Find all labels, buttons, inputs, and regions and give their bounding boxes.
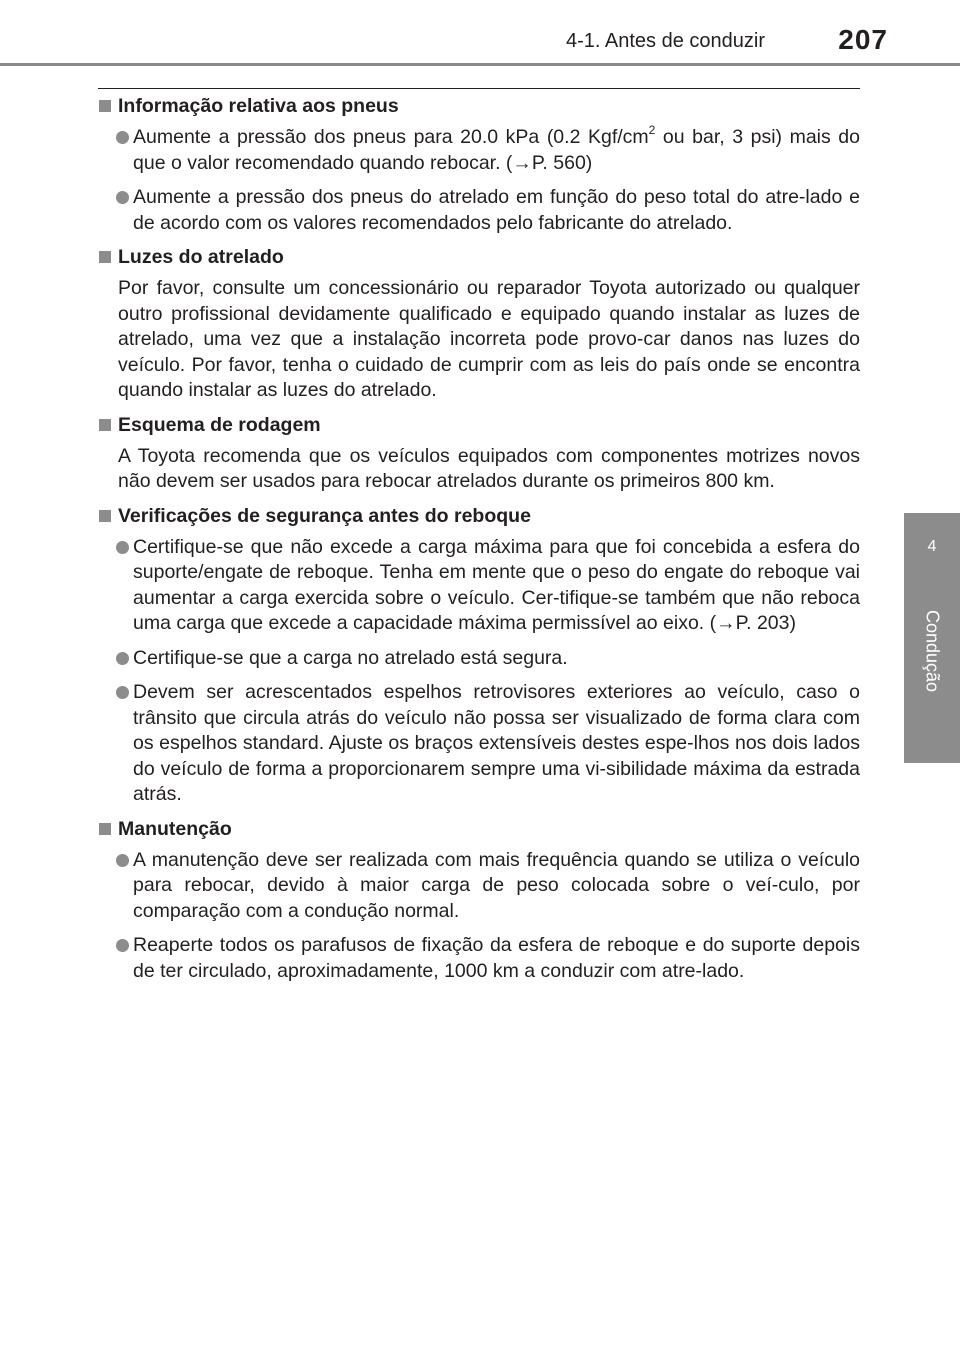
chapter-tab-label: Condução <box>922 609 943 693</box>
section-heading: Esquema de rodagem <box>98 413 860 438</box>
square-bullet-icon <box>99 823 111 835</box>
paragraph: Por favor, consulte um concessionário ou reparador Toyota autorizado ou qualquer outro profissional devidamente qualificado e equipado quando instalar as luzes de atrelado, uma vez que a instalação incorreta pode provo-car danos nas luzes do veículo. Por favor, tenha o cuidado de cumprir com as leis do país onde se encontra quando instalar as luzes do atrelado. <box>118 277 860 401</box>
list-item: Reaperte todos os parafusos de fixação da esfera de reboque e do suporte depois de ter circulado, aproximadamente, 1000 km a conduzir com atre-lado. <box>98 933 860 984</box>
round-bullet-icon <box>116 541 129 554</box>
list-item: Certifique-se que não excede a carga máxima para que foi concebida a esfera do suporte/engate de reboque. Tenha em mente que o peso do engate do reboque vai aumentar a carga exercida sobre o veículo. Cer-tifique-se também que não reboca uma carga que excede a capacidade máxima permissível ao eixo. (→P. 203) <box>98 535 860 637</box>
square-bullet-icon <box>99 251 111 263</box>
square-bullet-icon <box>99 419 111 431</box>
section-trailer-lights <box>98 245 860 404</box>
section-safety-checks <box>98 504 860 808</box>
round-bullet-icon <box>116 652 129 665</box>
square-bullet-icon <box>99 100 111 112</box>
round-bullet-icon <box>116 686 129 699</box>
section-heading: Manutenção <box>98 817 860 842</box>
superscript: 2 <box>648 123 656 137</box>
list-item: Aumente a pressão dos pneus para 20.0 kPa (0.2 Kgf/$cm^2$ ou bar, 3 psi) mais do que o valor recomendado quando rebocar. (→P. 560) <box>98 125 860 176</box>
round-bullet-icon <box>116 854 129 867</box>
section-title: 4-1. Antes de conduzir <box>565 30 765 52</box>
section-tire-info <box>98 94 860 236</box>
page-number: 207 <box>838 24 888 55</box>
page-content <box>98 94 860 993</box>
round-bullet-icon <box>116 191 129 204</box>
section-break-in <box>98 413 860 495</box>
list-item: Certifique-se que a carga no atrelado está segura. <box>98 646 860 672</box>
round-bullet-icon <box>116 131 129 144</box>
header-rule <box>0 63 960 66</box>
round-bullet-icon <box>116 939 129 952</box>
paragraph: A Toyota recomenda que os veículos equipados com componentes motrizes novos não devem ser usados para rebocar atrelados durante os primeiros 800 km. <box>118 444 860 492</box>
list-item: Aumente a pressão dos pneus do atrelado em função do peso total do atre-lado e de acordo com os valores recomendados pelo fabricante do atrelado. <box>98 185 860 236</box>
list-item: Devem ser acrescentados espelhos retrovisores exteriores ao veículo, caso o trânsito que circula atrás do veículo não possa ser visualizado de forma clara com os espelhos standard. Ajuste os braços extensíveis destes espe-lhos nos dois lados do veículo de forma a proporcionarem sempre uma vi-sibilidade máxima da estrada atrás. <box>98 680 860 808</box>
section-heading: Verificações de segurança antes do reboque <box>98 504 860 529</box>
section-maintenance <box>98 817 860 985</box>
chapter-tab-number: 4 <box>927 538 937 555</box>
section-heading: Luzes do atrelado <box>98 245 860 270</box>
section-heading: Informação relativa aos pneus <box>98 94 860 119</box>
list-item: A manutenção deve ser realizada com mais frequência quando se utiliza o veículo para rebocar, devido à maior carga de peso colocada sobre o veí-culo, por comparação com a condução normal. <box>98 848 860 925</box>
page-header <box>0 0 960 66</box>
square-bullet-icon <box>99 510 111 522</box>
content-top-rule <box>98 88 860 89</box>
